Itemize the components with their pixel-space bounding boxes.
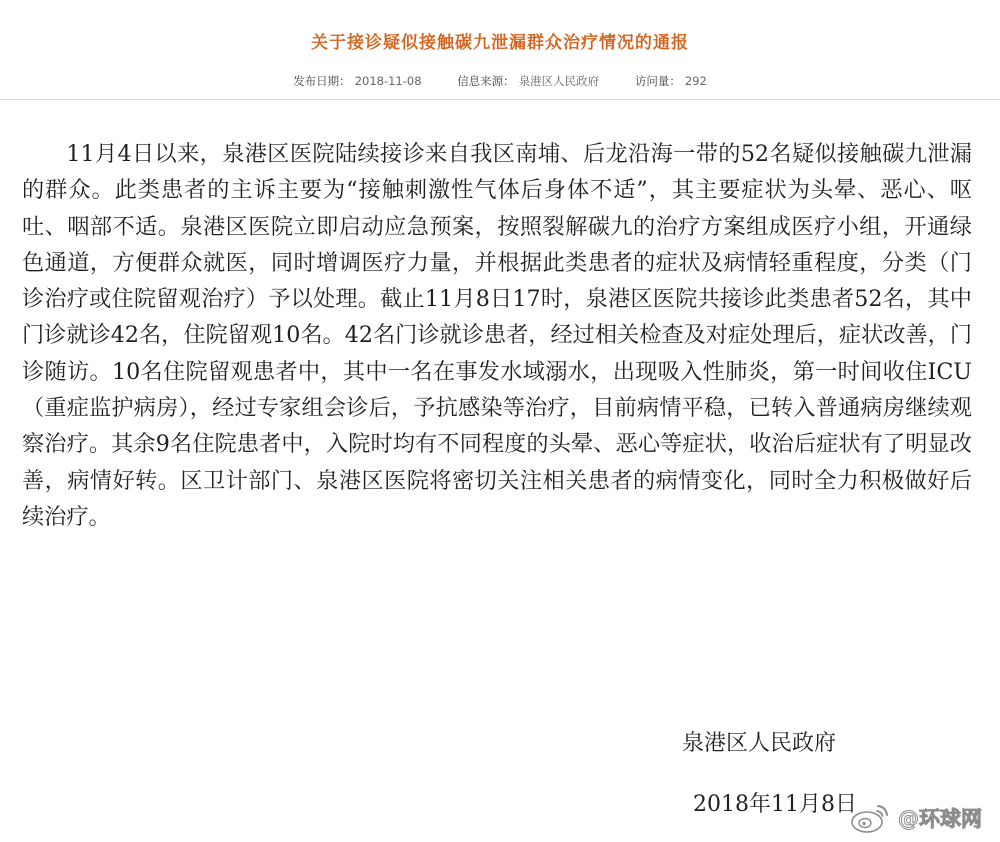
signature-date: 2018年11月8日 <box>693 792 857 817</box>
article-meta <box>0 73 1000 89</box>
article-header <box>0 0 1000 100</box>
view-count <box>635 73 707 89</box>
page-title: 关于接诊疑似接触碳九泄漏群众治疗情况的通报 <box>311 33 689 53</box>
publish-date <box>293 73 421 89</box>
info-source-value: 泉港区人民政府 <box>518 74 600 88</box>
info-source-label: 信息来源： <box>457 74 515 88</box>
watermark <box>848 800 982 836</box>
info-source <box>457 73 599 89</box>
article-body: 11月4日以来，泉港区医院陆续接诊来自我区南埔、后龙沿海一带的52名疑似接触碳九泄漏的群众。此类患者的主诉主要为“接触刺激性气体后身体不适”，其主要症状为头晕、恶心、呕吐、咽部不适。泉港区医院立即启动应急预案，按照裂解碳九的治疗方案组成医疗小组，开通绿色通道，方便群众就医，同时增调医疗力量，并根据此类患者的症状及病情轻重程度，分类（门诊治疗或住院留观治疗）予以处理。截止11月8日17时，泉港区医院共接诊此类患者52名，其中门诊就诊42名，住院留观10名。42名门诊就诊患者，经过相关检查及对症处理后，症状改善，门诊随访。10名住院留观患者中，其中一名在事发水域溺水，出现吸入性肺炎，第一时间收住ICU（重症监护病房），经过专家组会诊后，予抗感染等治疗，目前病情平稳，已转入普通病房继续观察治疗。其余9名住院患者中，入院时均有不同程度的头晕、恶心等症状，收治后症状有了明显改善，病情好转。区卫计部门、泉港区医院将密切关注相关患者的病情变化，同时全力积极做好后续治疗。 <box>22 141 973 530</box>
publish-date-value: 2018-11-08 <box>354 74 422 88</box>
publish-date-label: 发布日期： <box>293 74 351 88</box>
signature-organization: 泉港区人民政府 <box>682 731 837 756</box>
weibo-logo-icon <box>848 800 892 836</box>
view-count-label: 访问量： <box>634 74 681 88</box>
view-count-value: 292 <box>684 74 707 88</box>
watermark-text: @环球网 <box>898 807 982 831</box>
header-divider <box>0 99 1000 100</box>
